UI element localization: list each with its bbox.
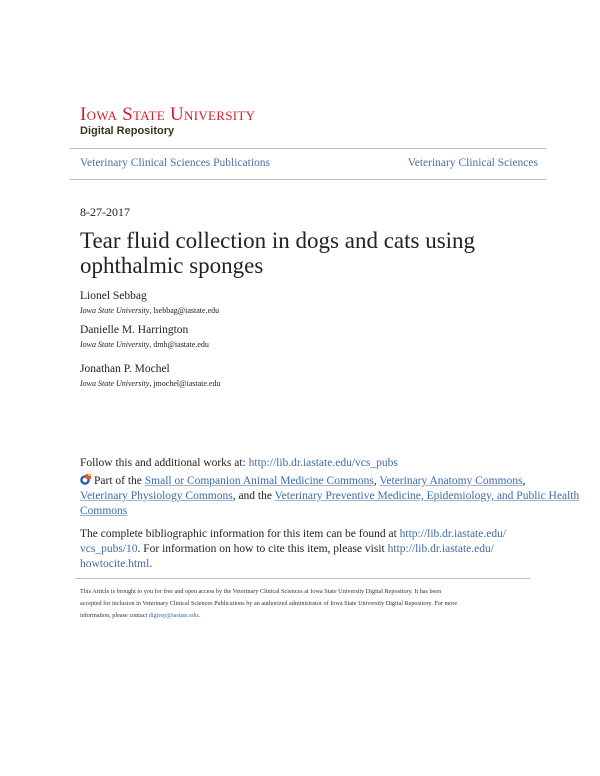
repository-logo-subtitle: Digital Repository bbox=[80, 125, 175, 137]
divider bbox=[76, 578, 530, 579]
department-link[interactable]: Veterinary Clinical Sciences bbox=[407, 157, 538, 169]
network-commons-icon bbox=[80, 474, 91, 485]
commons-link[interactable]: Veterinary Preventive Medicine, Epidemiology, and Public Health Commons bbox=[80, 490, 580, 517]
bibliographic-info: The complete bibliographic information for this item can be found at http://lib.dr.iastate.edu/ vcs_pubs/10. For information on how to cite this item, please visit http://lib.dr.iastate.edu/ howtocite.html. bbox=[80, 528, 507, 570]
contact-email-link[interactable]: digirep@iastate.edu bbox=[148, 612, 199, 619]
commons-link[interactable]: Veterinary Physiology Commons bbox=[80, 490, 233, 502]
collection-url-link[interactable]: http://lib.dr.iastate.edu/vcs_pubs bbox=[248, 457, 398, 469]
author-name: Lionel Sebbag bbox=[80, 290, 147, 302]
howtocite-link[interactable]: http://lib.dr.iastate.edu/ howtocite.html bbox=[80, 543, 494, 570]
divider bbox=[70, 148, 546, 149]
article-title: Tear fluid collection in dogs and cats using ophthalmic sponges bbox=[80, 228, 476, 278]
author-affiliation: Iowa State University, lsebbag@iastate.edu bbox=[80, 306, 220, 315]
divider bbox=[70, 179, 546, 180]
item-url-link[interactable]: http://lib.dr.iastate.edu/ vcs_pubs/10 bbox=[80, 528, 507, 555]
collection-link[interactable]: Veterinary Clinical Sciences Publications bbox=[80, 157, 271, 169]
publication-date: 8-27-2017 bbox=[80, 205, 130, 219]
author-name: Danielle M. Harrington bbox=[80, 324, 189, 336]
commons-link[interactable]: Small or Companion Animal Medicine Commons bbox=[144, 475, 374, 487]
university-logo: Iowa State University bbox=[80, 104, 256, 125]
follow-line: Follow this and additional works at: http://lib.dr.iastate.edu/vcs_pubs bbox=[80, 457, 398, 469]
author-affiliation: Iowa State University, dmh@iastate.edu bbox=[80, 340, 209, 349]
author-name: Jonathan P. Mochel bbox=[80, 363, 170, 375]
commons-link[interactable]: Veterinary Anatomy Commons bbox=[379, 475, 523, 487]
author-affiliation: Iowa State University, jmochel@iastate.edu bbox=[80, 379, 221, 388]
footer-notice: This Article is brought to you for free and open access by the Veterinary Clinical Sciences at Iowa State University Digital Repository. It has been accepted for inclusion in Veterinary Clinical Sciences Publications by an authorized administrator of Iowa State University Digital Repository. For more information, please contact digirep@iastate.edu. bbox=[80, 588, 458, 619]
part-of-commons: Part of the Small or Companion Animal Medicine Commons, Veterinary Anatomy Commons, Veterinary Physiology Commons, and the Veterinary Preventive Medicine, Epidemiology, and Public Health Commons bbox=[80, 475, 580, 517]
